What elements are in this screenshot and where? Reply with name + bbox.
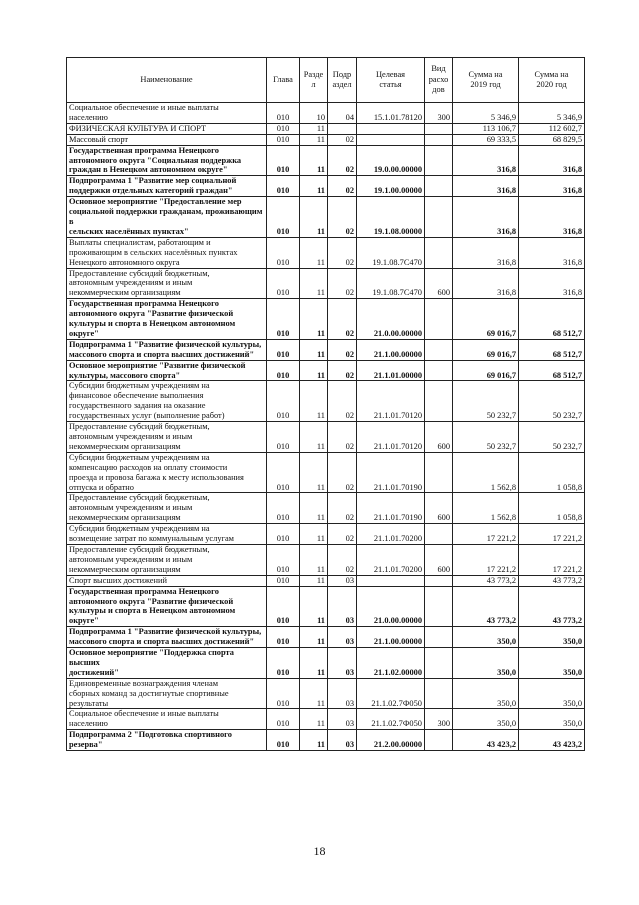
cell-razdel: 10 [300, 103, 328, 124]
table-row [67, 648, 585, 679]
table-row [67, 586, 585, 627]
cell-target-article: 19.1.08.7С470 [357, 237, 425, 268]
cell-expense-type [425, 627, 453, 648]
cell-name [67, 544, 267, 575]
cell-expense-type: 300 [425, 709, 453, 730]
cell-razdel: 11 [300, 586, 328, 627]
table-row [67, 123, 585, 134]
cell-name-line: некоммерческим организациям [69, 288, 181, 298]
table-row [67, 381, 585, 422]
table-row [67, 678, 585, 709]
cell-sum-2019: 17 221,2 [453, 524, 519, 545]
cell-name-line: Основное мероприятие "Развитие физической [69, 360, 246, 370]
cell-name-line: Массовый спорт [69, 134, 129, 144]
cell-expense-type [425, 678, 453, 709]
cell-name-line: Предоставление субсидий бюджетным, [69, 493, 210, 503]
cell-name-line: культуры, массового спорта" [69, 370, 181, 380]
header-name: Наименование [67, 58, 267, 103]
cell-name [67, 268, 267, 299]
table-row [67, 299, 585, 340]
cell-name-line: Субсидии бюджетным учреждениям на [69, 524, 210, 534]
table-row [67, 627, 585, 648]
cell-sum-2020: 1 058,8 [519, 452, 585, 493]
cell-sum-2020: 316,8 [519, 237, 585, 268]
cell-target-article [357, 575, 425, 586]
cell-name-line: результаты [69, 698, 109, 708]
header-sum-2019: Сумма на 2019 год [453, 58, 519, 103]
header-glava: Глава [267, 58, 300, 103]
cell-podrazdel: 03 [328, 709, 357, 730]
cell-sum-2019: 350,0 [453, 678, 519, 709]
cell-expense-type: 600 [425, 493, 453, 524]
cell-podrazdel: 02 [328, 493, 357, 524]
table-row [67, 176, 585, 197]
cell-podrazdel: 02 [328, 134, 357, 145]
cell-name [67, 493, 267, 524]
cell-razdel: 11 [300, 678, 328, 709]
header-sum-2020: Сумма на 2020 год [519, 58, 585, 103]
cell-sum-2020: 17 221,2 [519, 524, 585, 545]
cell-podrazdel: 03 [328, 648, 357, 679]
cell-name [67, 524, 267, 545]
cell-expense-type [425, 237, 453, 268]
table-row [67, 422, 585, 453]
table-row [67, 730, 585, 751]
header-podrazdel: Подр аздел [328, 58, 357, 103]
cell-sum-2019: 316,8 [453, 197, 519, 238]
cell-glava: 010 [267, 575, 300, 586]
cell-sum-2019: 50 232,7 [453, 422, 519, 453]
cell-razdel: 11 [300, 575, 328, 586]
cell-name-line: Единовременные вознаграждения членам [69, 678, 219, 688]
cell-sum-2020: 316,8 [519, 145, 585, 176]
cell-podrazdel: 02 [328, 268, 357, 299]
cell-name-line: проживающим в сельских населённых пунктах [69, 247, 238, 257]
cell-glava: 010 [267, 299, 300, 340]
cell-sum-2019: 43 773,2 [453, 586, 519, 627]
cell-expense-type [425, 134, 453, 145]
cell-expense-type [425, 123, 453, 134]
cell-name-line: Подпрограмма 1 "Развитие физической культуры, [69, 627, 262, 637]
header-target-article: Целевая статья [357, 58, 425, 103]
cell-glava: 010 [267, 709, 300, 730]
cell-target-article [357, 134, 425, 145]
cell-glava: 010 [267, 730, 300, 751]
cell-glava: 010 [267, 176, 300, 197]
cell-name [67, 103, 267, 124]
cell-sum-2020: 316,8 [519, 268, 585, 299]
cell-name-line: автономным учреждениям и иным [69, 554, 193, 564]
cell-razdel: 11 [300, 339, 328, 360]
cell-name [67, 360, 267, 381]
header-expense-type: Вид расхо дов [425, 58, 453, 103]
cell-name-line: социальной поддержки гражданам, проживающим в [69, 207, 263, 226]
cell-target-article: 21.1.02.00000 [357, 648, 425, 679]
cell-name [67, 197, 267, 238]
cell-name-line: государственных услуг (выполнение работ) [69, 411, 225, 421]
cell-name [67, 575, 267, 586]
cell-name-line: ФИЗИЧЕСКАЯ КУЛЬТУРА И СПОРТ [69, 123, 207, 133]
cell-expense-type: 600 [425, 268, 453, 299]
cell-glava: 010 [267, 339, 300, 360]
cell-expense-type: 600 [425, 544, 453, 575]
table-row [67, 544, 585, 575]
cell-name [67, 730, 267, 751]
cell-target-article: 19.0.00.00000 [357, 145, 425, 176]
cell-podrazdel: 02 [328, 299, 357, 340]
cell-sum-2020: 350,0 [519, 627, 585, 648]
cell-name-line: некоммерческим организациям [69, 513, 181, 523]
cell-podrazdel: 02 [328, 197, 357, 238]
cell-sum-2020: 112 602,7 [519, 123, 585, 134]
cell-sum-2020: 43 423,2 [519, 730, 585, 751]
cell-razdel: 11 [300, 145, 328, 176]
cell-name [67, 627, 267, 648]
cell-sum-2019: 69 016,7 [453, 360, 519, 381]
table-row [67, 493, 585, 524]
cell-podrazdel: 02 [328, 145, 357, 176]
cell-sum-2019: 69 333,5 [453, 134, 519, 145]
cell-name-line: Основное мероприятие "Предоставление мер [69, 197, 242, 207]
cell-name-line: некоммерческим организациям [69, 441, 181, 451]
cell-name-line: Подпрограмма 2 "Подготовка спортивного резерва" [69, 730, 232, 750]
cell-podrazdel: 02 [328, 176, 357, 197]
cell-name [67, 299, 267, 340]
cell-name-line: автономным учреждениям и иным [69, 503, 193, 513]
cell-expense-type [425, 648, 453, 679]
cell-glava: 010 [267, 360, 300, 381]
cell-expense-type [425, 524, 453, 545]
cell-name-line: компенсацию расходов на оплату стоимости [69, 462, 228, 472]
cell-name [67, 145, 267, 176]
cell-glava: 010 [267, 493, 300, 524]
cell-sum-2020: 350,0 [519, 709, 585, 730]
cell-glava: 010 [267, 145, 300, 176]
cell-expense-type [425, 339, 453, 360]
cell-name-line: автономным учреждениям и иным [69, 278, 193, 288]
cell-target-article: 19.1.08.00000 [357, 197, 425, 238]
cell-name [67, 176, 267, 197]
cell-name-line: Государственная программа Ненецкого [69, 586, 219, 596]
cell-razdel: 11 [300, 123, 328, 134]
cell-razdel: 11 [300, 709, 328, 730]
cell-glava: 010 [267, 678, 300, 709]
cell-name-line: Ненецкого автономного округа [69, 257, 180, 267]
cell-expense-type [425, 452, 453, 493]
cell-podrazdel: 02 [328, 237, 357, 268]
table-row [67, 339, 585, 360]
header-razdel: Разде л [300, 58, 328, 103]
table-row [67, 524, 585, 545]
table-row [67, 237, 585, 268]
cell-name-line: Выплаты специалистам, работающим и [69, 237, 211, 247]
cell-name-line: финансовое обеспечение выполнения [69, 391, 204, 401]
cell-sum-2020: 1 058,8 [519, 493, 585, 524]
cell-sum-2019: 316,8 [453, 268, 519, 299]
cell-name-line: Спорт высших достижений [69, 575, 167, 585]
cell-razdel: 11 [300, 176, 328, 197]
cell-name-line: Предоставление субсидий бюджетным, [69, 422, 210, 432]
cell-sum-2020: 43 773,2 [519, 586, 585, 627]
cell-name-line: государственного задания на оказание [69, 401, 206, 411]
cell-podrazdel: 02 [328, 422, 357, 453]
cell-sum-2019: 50 232,7 [453, 381, 519, 422]
cell-glava: 010 [267, 524, 300, 545]
cell-podrazdel: 02 [328, 360, 357, 381]
cell-name [67, 339, 267, 360]
cell-name-line: массового спорта и спорта высших достижений" [69, 349, 255, 359]
cell-target-article: 21.2.00.00000 [357, 730, 425, 751]
cell-podrazdel: 02 [328, 381, 357, 422]
cell-name-line: культуры и спорта в Ненецком автономном [69, 606, 236, 616]
cell-target-article: 19.1.08.7С470 [357, 268, 425, 299]
cell-razdel: 11 [300, 381, 328, 422]
cell-target-article: 21.1.01.70200 [357, 544, 425, 575]
cell-target-article: 19.1.00.00000 [357, 176, 425, 197]
cell-glava: 010 [267, 103, 300, 124]
cell-target-article: 21.1.01.00000 [357, 360, 425, 381]
cell-glava: 010 [267, 123, 300, 134]
cell-sum-2020: 68 512,7 [519, 339, 585, 360]
cell-name [67, 123, 267, 134]
cell-expense-type: 600 [425, 422, 453, 453]
cell-podrazdel: 02 [328, 452, 357, 493]
cell-target-article: 21.0.00.00000 [357, 586, 425, 627]
cell-sum-2020: 316,8 [519, 197, 585, 238]
cell-glava: 010 [267, 381, 300, 422]
cell-sum-2019: 316,8 [453, 237, 519, 268]
cell-sum-2019: 43 773,2 [453, 575, 519, 586]
cell-glava: 010 [267, 197, 300, 238]
cell-glava: 010 [267, 544, 300, 575]
cell-razdel: 11 [300, 299, 328, 340]
cell-expense-type [425, 575, 453, 586]
cell-name-line: поддержки отдельных категорий граждан" [69, 186, 233, 196]
cell-expense-type [425, 145, 453, 176]
cell-name-line: некоммерческим организациям [69, 564, 181, 574]
cell-sum-2019: 43 423,2 [453, 730, 519, 751]
table-row [67, 575, 585, 586]
cell-name-line: Социальное обеспечение и иные выплаты [69, 103, 219, 112]
cell-name [67, 422, 267, 453]
cell-name-line: Подпрограмма 1 "Развитие физической культуры, [69, 339, 262, 349]
cell-sum-2020: 17 221,2 [519, 544, 585, 575]
cell-razdel: 11 [300, 422, 328, 453]
cell-razdel: 11 [300, 493, 328, 524]
cell-name-line: автономного округа "Развитие физической [69, 309, 234, 319]
cell-name-line: Государственная программа Ненецкого [69, 299, 219, 309]
cell-sum-2020: 5 346,9 [519, 103, 585, 124]
cell-name-line: населению [69, 112, 108, 122]
table-row [67, 452, 585, 493]
cell-sum-2019: 113 106,7 [453, 123, 519, 134]
cell-sum-2020: 316,8 [519, 176, 585, 197]
cell-name-line: сельских населённых пунктах" [69, 226, 189, 236]
cell-name-line: населению [69, 719, 108, 729]
cell-sum-2020: 68 512,7 [519, 299, 585, 340]
cell-expense-type [425, 176, 453, 197]
cell-target-article: 15.1.01.78120 [357, 103, 425, 124]
cell-name-line: автономного округа "Социальная поддержка [69, 155, 242, 165]
cell-expense-type [425, 730, 453, 751]
cell-sum-2019: 5 346,9 [453, 103, 519, 124]
cell-podrazdel: 04 [328, 103, 357, 124]
cell-name [67, 381, 267, 422]
cell-name-line: возмещение затрат по коммунальным услугам [69, 534, 234, 544]
cell-sum-2020: 50 232,7 [519, 422, 585, 453]
table-row [67, 103, 585, 124]
cell-podrazdel: 02 [328, 544, 357, 575]
cell-target-article: 21.1.02.7Ф050 [357, 678, 425, 709]
cell-glava: 010 [267, 422, 300, 453]
cell-sum-2020: 43 773,2 [519, 575, 585, 586]
cell-target-article: 21.1.01.70190 [357, 493, 425, 524]
table-row [67, 268, 585, 299]
cell-target-article: 21.1.02.7Ф050 [357, 709, 425, 730]
cell-name-line: Субсидии бюджетным учреждениям на [69, 381, 210, 391]
cell-name-line: округе" [69, 328, 99, 338]
cell-name-line: Предоставление субсидий бюджетным, [69, 544, 210, 554]
cell-razdel: 11 [300, 627, 328, 648]
table-row [67, 360, 585, 381]
cell-target-article: 21.1.00.00000 [357, 627, 425, 648]
cell-target-article: 21.1.00.00000 [357, 339, 425, 360]
cell-sum-2020: 50 232,7 [519, 381, 585, 422]
cell-name-line: Предоставление субсидий бюджетным, [69, 268, 210, 278]
cell-podrazdel: 02 [328, 524, 357, 545]
cell-sum-2019: 350,0 [453, 709, 519, 730]
cell-razdel: 11 [300, 648, 328, 679]
cell-name [67, 134, 267, 145]
cell-glava: 010 [267, 268, 300, 299]
cell-glava: 010 [267, 452, 300, 493]
cell-razdel: 11 [300, 452, 328, 493]
cell-name-line: Социальное обеспечение и иные выплаты [69, 709, 219, 719]
cell-sum-2019: 69 016,7 [453, 299, 519, 340]
cell-podrazdel: 03 [328, 627, 357, 648]
cell-target-article: 21.0.00.00000 [357, 299, 425, 340]
cell-name-line: граждан в Ненецком автономном округе" [69, 165, 228, 175]
table-header-row [67, 58, 585, 103]
cell-expense-type [425, 360, 453, 381]
cell-sum-2019: 350,0 [453, 627, 519, 648]
cell-sum-2020: 350,0 [519, 678, 585, 709]
cell-sum-2019: 316,8 [453, 176, 519, 197]
cell-sum-2020: 68 512,7 [519, 360, 585, 381]
cell-name-line: Подпрограмма 1 "Развитие мер социальной [69, 176, 237, 186]
cell-name-line: автономным учреждениям и иным [69, 432, 193, 441]
cell-razdel: 11 [300, 134, 328, 145]
cell-glava: 010 [267, 586, 300, 627]
cell-sum-2019: 1 562,8 [453, 493, 519, 524]
cell-name [67, 709, 267, 730]
table-row [67, 145, 585, 176]
table-row [67, 709, 585, 730]
cell-sum-2020: 350,0 [519, 648, 585, 679]
cell-expense-type [425, 381, 453, 422]
cell-expense-type [425, 586, 453, 627]
cell-razdel: 11 [300, 544, 328, 575]
cell-razdel: 11 [300, 730, 328, 751]
cell-name-line: сборных команд за достигнутые спортивные [69, 688, 229, 698]
cell-podrazdel: 03 [328, 730, 357, 751]
cell-razdel: 11 [300, 197, 328, 238]
table-row [67, 134, 585, 145]
cell-podrazdel: 02 [328, 339, 357, 360]
cell-target-article: 21.1.01.70200 [357, 524, 425, 545]
cell-podrazdel: 03 [328, 678, 357, 709]
cell-name-line: округе" [69, 616, 99, 626]
budget-table [66, 57, 585, 751]
cell-target-article: 21.1.01.70190 [357, 452, 425, 493]
cell-name-line: проезда и провоза багажа к месту использования [69, 472, 244, 482]
cell-name [67, 586, 267, 627]
table-row [67, 197, 585, 238]
cell-glava: 010 [267, 134, 300, 145]
cell-sum-2019: 69 016,7 [453, 339, 519, 360]
cell-sum-2019: 350,0 [453, 648, 519, 679]
cell-razdel: 11 [300, 237, 328, 268]
cell-name [67, 648, 267, 679]
cell-name [67, 678, 267, 709]
cell-name-line: автономного округа "Развитие физической [69, 596, 234, 606]
cell-podrazdel: 03 [328, 575, 357, 586]
cell-glava: 010 [267, 237, 300, 268]
cell-sum-2019: 1 562,8 [453, 452, 519, 493]
cell-target-article [357, 123, 425, 134]
cell-name [67, 452, 267, 493]
cell-name-line: Государственная программа Ненецкого [69, 145, 219, 155]
cell-expense-type [425, 197, 453, 238]
cell-razdel: 11 [300, 360, 328, 381]
cell-sum-2019: 316,8 [453, 145, 519, 176]
cell-name-line: Основное мероприятие "Поддержка спорта высших [69, 648, 234, 667]
cell-podrazdel: 03 [328, 586, 357, 627]
cell-name-line: культуры и спорта в Ненецком автономном [69, 319, 236, 329]
cell-glava: 010 [267, 648, 300, 679]
cell-name-line: достижений" [69, 667, 119, 677]
cell-podrazdel [328, 123, 357, 134]
cell-target-article: 21.1.01.70120 [357, 381, 425, 422]
cell-sum-2020: 68 829,5 [519, 134, 585, 145]
cell-sum-2019: 17 221,2 [453, 544, 519, 575]
cell-name-line: Субсидии бюджетным учреждениям на [69, 452, 210, 462]
page-number: 18 [313, 844, 326, 858]
cell-expense-type: 300 [425, 103, 453, 124]
cell-name [67, 237, 267, 268]
cell-expense-type [425, 299, 453, 340]
cell-name-line: массового спорта и спорта высших достижений" [69, 637, 255, 647]
cell-name-line: отпуска и обратно [69, 482, 134, 492]
cell-target-article: 21.1.01.70120 [357, 422, 425, 453]
cell-glava: 010 [267, 627, 300, 648]
cell-razdel: 11 [300, 524, 328, 545]
cell-razdel: 11 [300, 268, 328, 299]
